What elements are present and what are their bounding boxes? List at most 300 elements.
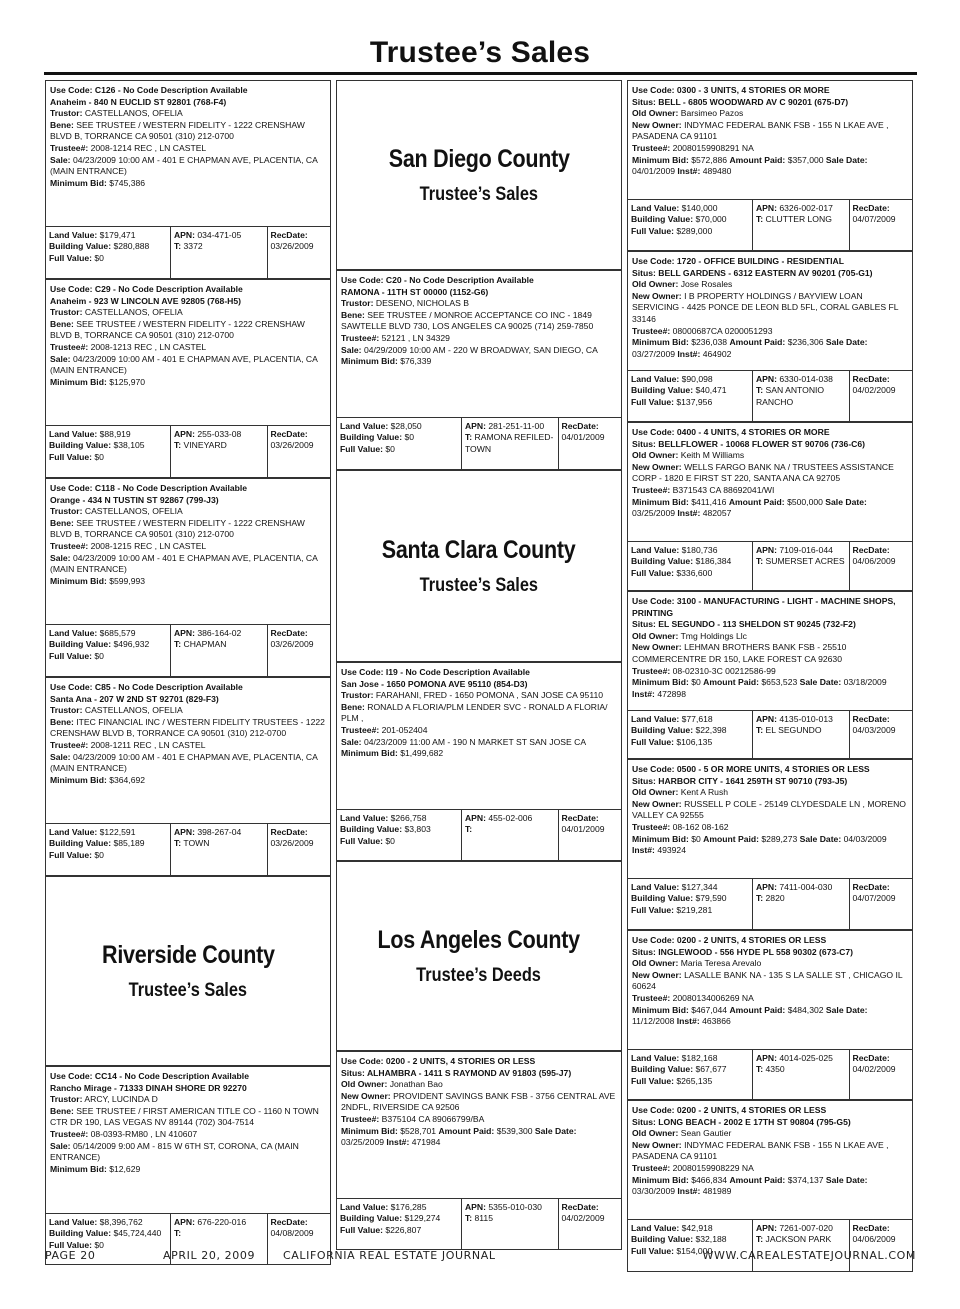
values-cell (628, 371, 753, 421)
right-column (627, 80, 913, 1272)
tract-value: VINEYARD (183, 440, 227, 451)
full-value-value: $0 (385, 835, 395, 846)
values-cell (337, 1199, 462, 1249)
amount-paid-value: $289,273 (761, 833, 798, 844)
property-address: Situs: HARBOR CITY - 1641 259TH ST 90710 (793-J5) (632, 775, 848, 786)
building-value-label: Building Value: (631, 1064, 694, 1075)
old-owner-label: Old Owner: (632, 630, 679, 641)
new-owner-value: WELLS FARGO BANK NA / TRUSTEES ASSISTANCE CORP - 1820 E FIRST ST 220, SANTA ANA CA 92705 (632, 461, 894, 484)
sale-info-value: 04/23/2009 10:00 AM - 401 E CHAPMAN AVE, PLACENTIA, CA (MAIN ENTRANCE) (50, 552, 318, 575)
trustor-label: Trustor: (50, 108, 83, 119)
land-value-value: $140,000 (681, 203, 718, 213)
listing-card (627, 759, 913, 930)
values-cell (628, 200, 753, 250)
tract (756, 214, 846, 225)
land-value-label: Land Value: (49, 628, 98, 638)
sale-info-value: 05/14/2009 9:00 AM - 815 W 6TH ST, CORONA, CA (MAIN ENTRANCE) (50, 1140, 299, 1163)
full-value-label: Full Value: (340, 835, 383, 846)
listing-card (627, 251, 913, 422)
use-code: Use Code: 0300 - 3 UNITS, 4 STORIES OR MORE (632, 85, 830, 95)
tract-value: 8115 (474, 1213, 493, 1224)
trustee-number-label: Trustee#: (632, 142, 671, 153)
building-value-label: Building Value: (340, 1213, 403, 1224)
building-value (49, 440, 167, 451)
use-code: Use Code: C126 - No Code Description Available (50, 85, 248, 95)
new-owner-label: New Owner: (632, 119, 682, 130)
sale-info-label: Sale: (50, 353, 71, 364)
full-value (631, 568, 749, 579)
apn (465, 421, 555, 432)
building-value-value: $85,189 (113, 838, 145, 849)
values-cell (628, 542, 753, 590)
land-value-label: Land Value: (340, 813, 389, 823)
building-value-label: Building Value: (631, 893, 694, 904)
trustor-value: ARCY, LUCINDA D (84, 1094, 158, 1105)
tract-value: CHAPMAN (183, 639, 227, 650)
building-value-label: Building Value: (631, 725, 694, 736)
inst-value: 471984 (411, 1137, 441, 1148)
trustor (50, 108, 326, 120)
apn (756, 882, 846, 893)
bid-line (632, 834, 908, 857)
trustor-value: DESENO, NICHOLAS B (375, 298, 469, 309)
building-value-label: Building Value: (49, 838, 112, 849)
new-owner (632, 642, 908, 665)
recdate-value: 04/06/2009 (852, 1234, 896, 1245)
recdate-label: RecDate: (270, 827, 308, 837)
recdate-cell (559, 810, 621, 860)
sale-date-value: 03/27/2009 (632, 348, 676, 359)
recdate-label: RecDate: (852, 203, 890, 213)
trustor-label: Trustor: (50, 506, 83, 517)
sale-info (50, 1141, 326, 1164)
apn (756, 1223, 846, 1234)
tract-label: T: (755, 1234, 764, 1245)
tract (756, 1064, 846, 1075)
sale-date-label: Sale Date: (825, 496, 867, 507)
minimum-bid-label: Minimum Bid: (50, 177, 107, 188)
recdate-label: RecDate: (852, 545, 890, 555)
beneficiary-value: RONALD A FLORIA/PLM LENDER SVC - RONALD A FLORIA/ PLM , (341, 701, 608, 724)
trustee-number-value: 08-0393-RM80 , LN 410607 (90, 1128, 198, 1139)
values-row (628, 370, 912, 421)
values-row (337, 809, 621, 860)
apn (756, 374, 846, 385)
recdate-label: RecDate: (561, 1202, 599, 1212)
minimum-bid-label: Minimum Bid: (341, 356, 398, 367)
recdate-cell (268, 426, 330, 477)
county-name: Los Angeles County (377, 925, 581, 954)
full-value (49, 651, 167, 662)
minimum-bid (50, 775, 326, 787)
land-value (631, 1053, 749, 1064)
full-value-label: Full Value: (340, 443, 383, 454)
trustee-number-value: 08-02310-3C 00212586-99 (672, 665, 776, 676)
minimum-bid (50, 1164, 326, 1176)
sale-date-label: Sale Date: (825, 154, 868, 165)
trustee-number (632, 993, 908, 1005)
tract-value: 4350 (765, 1064, 785, 1075)
building-value-label: Building Value: (49, 639, 112, 650)
apn-value: 034-471-05 (197, 230, 242, 240)
building-value (340, 432, 458, 443)
minimum-bid-value: $76,339 (400, 356, 432, 367)
apn-label: APN: (755, 203, 777, 213)
full-value (340, 1225, 458, 1236)
minimum-bid-value: $236,038 (691, 337, 728, 348)
trustor-value: CASTELLANOS, OFELIA (84, 705, 183, 716)
apn-label: APN: (464, 421, 486, 431)
tract-label: T: (755, 385, 764, 396)
recdate-cell (850, 200, 912, 250)
full-value (49, 253, 167, 264)
tract-label: T: (755, 214, 764, 225)
minimum-bid (50, 576, 326, 588)
minimum-bid-value: $364,692 (109, 774, 146, 785)
listing-info (46, 280, 330, 425)
full-value-label: Full Value: (49, 650, 92, 661)
building-value (631, 214, 749, 225)
minimum-bid (341, 356, 617, 368)
use-code: Use Code: 0400 - 4 UNITS, 4 STORIES OR MORE (632, 427, 830, 437)
trustee-number-value: B371543 CA 88692041/WI (672, 484, 775, 495)
sale-info-label: Sale: (50, 751, 71, 762)
tract (465, 824, 555, 835)
land-value-value: $180,736 (681, 545, 718, 555)
old-owner-label: Old Owner: (632, 108, 679, 119)
footer-journal: CALIFORNIA REAL ESTATE JOURNAL (283, 1249, 496, 1262)
trustee-number (632, 485, 908, 497)
full-value-value: $226,807 (385, 1224, 422, 1235)
inst-value: 481989 (702, 1186, 732, 1197)
beneficiary-label: Bene: (50, 1105, 74, 1116)
amount-paid-label: Amount Paid: (438, 1125, 495, 1136)
apn-label: APN: (464, 1202, 486, 1212)
land-value-label: Land Value: (631, 374, 680, 384)
inst-label: Inst#: (677, 348, 701, 359)
old-owner-label: Old Owner: (632, 279, 679, 290)
footer-page: PAGE 20 (45, 1249, 96, 1262)
recdate-value: 03/26/2009 (270, 440, 314, 451)
sale-date-label: Sale Date: (825, 1174, 868, 1185)
full-value-value: $0 (94, 849, 104, 860)
new-owner-value: INDYMAC FEDERAL BANK FSB - 155 N LKAE AVE , PASADENA CA 91101 (632, 1139, 889, 1162)
sale-info-value: 04/23/2009 10:00 AM - 401 E CHAPMAN AVE, PLACENTIA, CA (MAIN ENTRANCE) (50, 353, 318, 376)
footer-url: WWW.CAREALESTATEJOURNAL.COM (702, 1249, 916, 1262)
land-value-value: $8,396,762 (99, 1217, 143, 1227)
recdate-label: RecDate: (270, 628, 308, 638)
building-value (631, 1064, 749, 1075)
tract (756, 1234, 846, 1245)
land-value-label: Land Value: (49, 827, 98, 837)
land-value (49, 827, 167, 838)
old-owner (632, 787, 908, 799)
listing-info (337, 663, 621, 809)
sale-date-value: 03/30/2009 (632, 1186, 676, 1197)
sale-date-label: Sale Date: (825, 337, 868, 348)
sale-info-value: 04/23/2009 11:00 AM - 190 N MARKET ST SAN JOSE CA (363, 736, 587, 747)
full-value-label: Full Value: (340, 1224, 383, 1235)
apn-label: APN: (755, 882, 777, 892)
recdate-cell (268, 227, 330, 278)
apn-label: APN: (173, 628, 195, 638)
recdate-cell (850, 1050, 912, 1099)
values-row (46, 624, 330, 676)
full-value-value: $137,956 (676, 396, 713, 407)
amount-paid-label: Amount Paid: (729, 154, 786, 165)
building-value-value: $3,803 (404, 824, 431, 835)
listing-card (45, 1066, 331, 1265)
land-value-value: $90,098 (681, 374, 713, 384)
use-code: Use Code: 0500 - 5 OR MORE UNITS, 4 STORIES OR LESS (632, 764, 870, 774)
new-owner-value: LASALLE BANK NA - 135 S LA SALLE ST , CHICAGO IL 60624 (632, 969, 903, 992)
full-value-value: $336,600 (676, 567, 713, 578)
apn-cell (753, 371, 850, 421)
recdate-value: 04/02/2009 (561, 1213, 605, 1224)
bid-line (632, 155, 908, 178)
full-value (340, 836, 458, 847)
tract-value: TOWN (183, 838, 210, 849)
apn-cell (171, 227, 268, 278)
values-row (46, 823, 330, 875)
full-value-value: $219,281 (676, 904, 713, 915)
trustor-label: Trustor: (50, 1094, 83, 1105)
recdate-label: RecDate: (561, 813, 599, 823)
tract (174, 838, 264, 849)
new-owner (632, 1140, 908, 1163)
values-cell (46, 426, 171, 477)
amount-paid-label: Amount Paid: (728, 496, 785, 507)
minimum-bid-value: $528,701 (400, 1125, 437, 1136)
recdate-label: RecDate: (852, 714, 890, 724)
recdate-cell (850, 879, 912, 929)
sale-date-value: 03/25/2009 (341, 1137, 385, 1148)
listing-info (628, 423, 912, 541)
apn-label: APN: (173, 429, 195, 439)
values-row (628, 1049, 912, 1099)
minimum-bid-value: $411,416 (691, 496, 727, 507)
trustee-number-label: Trustee#: (632, 1162, 671, 1173)
tract-label: T: (173, 639, 182, 650)
recdate-value: 04/01/2009 (561, 432, 605, 443)
inst-value: 463866 (702, 1016, 731, 1027)
apn-label: APN: (755, 1223, 777, 1233)
building-value-value: $32,188 (695, 1234, 727, 1245)
sale-info (50, 155, 326, 178)
recdate-label: RecDate: (270, 429, 308, 439)
apn-value: 4014-025-025 (779, 1053, 833, 1063)
building-value-value: $79,590 (695, 893, 727, 904)
sale-info (341, 737, 617, 749)
amount-paid-value: $500,000 (787, 496, 823, 507)
recdate-value: 03/26/2009 (270, 838, 314, 849)
trustee-number (341, 1114, 617, 1126)
full-value (340, 444, 458, 455)
values-cell (337, 418, 462, 469)
new-owner (632, 291, 908, 326)
apn-cell (753, 200, 850, 250)
tract-label: T: (755, 1064, 764, 1075)
building-value-label: Building Value: (631, 385, 694, 396)
minimum-bid-value: $599,993 (109, 575, 146, 586)
apn-value: 7261-007-020 (779, 1223, 833, 1233)
inst-value: 472898 (657, 688, 686, 699)
tract-label: T: (755, 556, 764, 567)
county-subtitle: Trustee’s Deeds (416, 964, 542, 986)
minimum-bid-label: Minimum Bid: (632, 496, 689, 507)
trustee-number (50, 541, 326, 553)
new-owner (632, 799, 908, 822)
tract-label: T: (464, 824, 473, 835)
tract (174, 241, 264, 252)
minimum-bid-label: Minimum Bid: (632, 337, 689, 348)
trustee-number (632, 1163, 908, 1175)
new-owner-label: New Owner: (632, 461, 682, 472)
recdate-value: 04/08/2009 (270, 1228, 314, 1239)
recdate-label: RecDate: (270, 1217, 308, 1227)
full-value-label: Full Value: (631, 904, 674, 915)
minimum-bid-value: $12,629 (109, 1163, 141, 1174)
sale-info (341, 345, 617, 357)
property-address: Situs: ALHAMBRA - 1411 S RAYMOND AV 91803 (595-J7) (341, 1067, 572, 1078)
trustor (341, 298, 617, 310)
new-owner-label: New Owner: (632, 642, 682, 653)
sale-info-value: 04/23/2009 10:00 AM - 401 E CHAPMAN AVE, PLACENTIA, CA (MAIN ENTRANCE) (50, 751, 318, 774)
values-row (46, 425, 330, 477)
land-value-label: Land Value: (340, 421, 389, 431)
trustee-number-value: 20080159908229 NA (672, 1162, 754, 1173)
building-value-value: $22,398 (695, 725, 727, 736)
apn-value: 386-164-02 (197, 628, 242, 638)
bid-line (632, 337, 908, 360)
listing-card (336, 662, 622, 861)
recdate-cell (268, 625, 330, 676)
values-cell (628, 1050, 753, 1099)
county-subtitle: Trustee’s Sales (419, 183, 539, 205)
property-address: San Jose - 1650 POMONA AVE 95110 (854-D3) (341, 678, 528, 689)
full-value-label: Full Value: (631, 396, 674, 407)
trustor-label: Trustor: (341, 298, 374, 309)
minimum-bid-value: $572,886 (691, 154, 728, 165)
beneficiary (50, 319, 326, 342)
trustor (50, 506, 326, 518)
new-owner (341, 1091, 617, 1114)
recdate-value: 04/03/2009 (852, 725, 896, 736)
trustee-number-label: Trustee#: (632, 484, 671, 495)
sale-date-label: Sale Date: (799, 677, 842, 688)
trustor-label: Trustor: (341, 690, 374, 701)
land-value (631, 1223, 749, 1234)
apn-value: 6330-014-038 (779, 374, 833, 384)
sale-info-value: 04/23/2009 10:00 AM - 401 E CHAPMAN AVE, PLACENTIA, CA (MAIN ENTRANCE) (50, 154, 318, 177)
full-value (631, 905, 749, 916)
trustee-number (341, 333, 617, 345)
apn-cell (753, 711, 850, 758)
property-address: Situs: EL SEGUNDO - 113 SHELDON ST 90245 (732-F2) (632, 619, 856, 630)
beneficiary-value: SEE TRUSTEE / MONROE ACCEPTANCE CO INC - 1849 SAWTELLE BLVD 730, LOS ANGELES CA 90025 (714) 259-7850 (341, 309, 594, 332)
county-heading (336, 470, 622, 662)
building-value-label: Building Value: (340, 432, 403, 443)
tract-label: T: (464, 1213, 473, 1224)
amount-paid-value: $236,306 (787, 337, 824, 348)
trustee-number (50, 342, 326, 354)
land-value (631, 203, 749, 214)
listing-card (336, 270, 622, 470)
use-code: Use Code: 3100 - MANUFACTURING - LIGHT - MACHINE SHOPS, PRINTING (632, 596, 896, 618)
old-owner-value: Barsimeo Pazos (680, 108, 744, 119)
listing-info (628, 592, 912, 710)
tract-label: T: (173, 1228, 182, 1239)
apn-value: 4135-010-013 (779, 714, 833, 724)
recdate-value: 04/06/2009 (852, 556, 896, 567)
use-code: Use Code: C85 - No Code Description Available (50, 682, 243, 692)
building-value-value: $129,274 (404, 1213, 441, 1224)
old-owner-value: Keith M Williams (680, 450, 745, 461)
sale-date-value: 04/01/2009 (632, 166, 676, 177)
apn-cell (171, 426, 268, 477)
minimum-bid-value: $125,970 (109, 376, 146, 387)
land-value (631, 882, 749, 893)
tract (756, 893, 846, 904)
middle-column (336, 80, 622, 1250)
recdate-cell (850, 542, 912, 590)
values-cell (628, 1220, 753, 1271)
property-address: Situs: BELL - 6805 WOODWARD AV C 90201 (675-D7) (632, 96, 849, 107)
land-value-value: $42,918 (681, 1223, 713, 1233)
minimum-bid-label: Minimum Bid: (632, 677, 689, 688)
beneficiary (50, 717, 326, 740)
values-cell (46, 625, 171, 676)
land-value (340, 421, 458, 432)
new-owner-value: RUSSELL P COLE - 25149 CLYDESDALE LN , MORENO VALLEY CA 92555 (632, 798, 906, 821)
land-value-label: Land Value: (631, 1223, 680, 1233)
old-owner (632, 1128, 908, 1140)
apn-value: 6326-002-017 (779, 203, 833, 213)
apn-label: APN: (755, 545, 777, 555)
footer-date: APRIL 20, 2009 (163, 1249, 256, 1262)
trustee-number-label: Trustee#: (632, 821, 671, 832)
property-address: Orange - 434 N TUSTIN ST 92867 (799-J3) (50, 494, 219, 505)
trustee-number-label: Trustee#: (50, 142, 89, 153)
full-value-label: Full Value: (49, 451, 92, 462)
building-value-label: Building Value: (49, 440, 112, 451)
full-value-label: Full Value: (631, 225, 674, 236)
values-cell (628, 879, 753, 929)
use-code: Use Code: 0200 - 2 UNITS, 4 STORIES OR LESS (632, 1105, 827, 1115)
beneficiary-label: Bene: (50, 517, 74, 528)
apn-label: APN: (755, 714, 777, 724)
sale-date-value: 11/12/2008 (632, 1016, 675, 1027)
values-cell (337, 810, 462, 860)
property-address: RAMONA - 11TH ST 00000 (1152-G6) (341, 286, 489, 297)
land-value (340, 813, 458, 824)
minimum-bid-value: $0 (691, 833, 701, 844)
minimum-bid-label: Minimum Bid: (50, 1163, 107, 1174)
page-title: Trustee’s Sales (369, 36, 591, 69)
beneficiary-value: SEE TRUSTEE / FIRST AMERICAN TITLE CO - 1160 N TOWN CTR DR 190, LAS VEGAS NV 89144 (702) 304-7514 (50, 1105, 319, 1128)
minimum-bid (50, 377, 326, 389)
land-value (631, 714, 749, 725)
sale-info (50, 354, 326, 377)
full-value (631, 1076, 749, 1087)
tract (174, 639, 264, 650)
full-value (49, 850, 167, 861)
amount-paid-value: $357,000 (787, 154, 824, 165)
apn (174, 827, 264, 838)
apn-cell (171, 824, 268, 875)
full-value-value: $0 (94, 1239, 104, 1250)
sale-info (50, 752, 326, 775)
